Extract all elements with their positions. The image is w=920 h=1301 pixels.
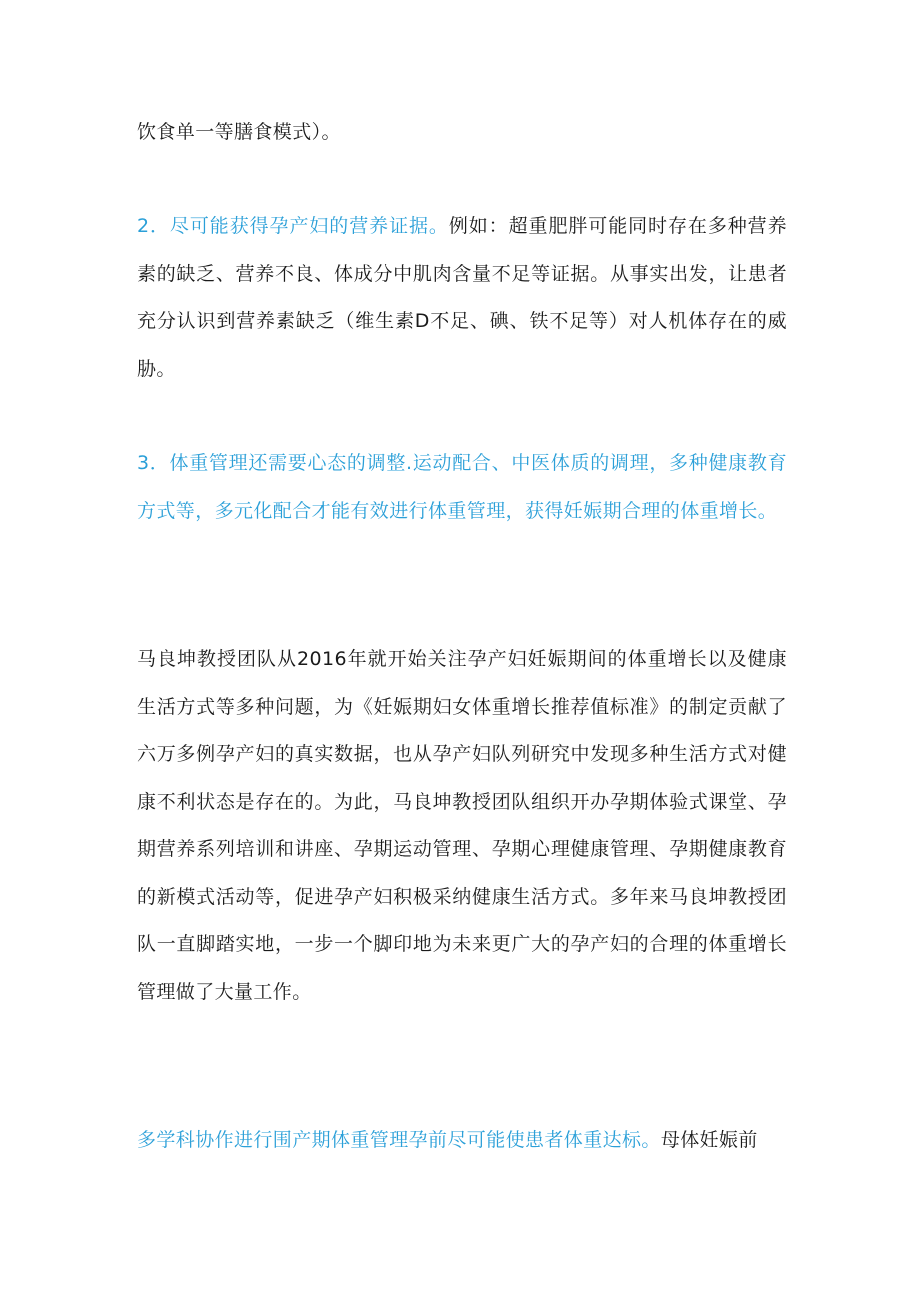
highlighted-heading: 多学科协作进行围产期体重管理孕前尽可能使患者体重达标。 [137, 1129, 661, 1151]
highlighted-heading: 3．体重管理还需要心态的调整.运动配合、中医体质的调理，多种健康教育方式等，多元化配合才能有效进行体重管理，获得妊娠期合理的体重增长。 [137, 452, 787, 522]
paragraph-diet-pattern-tail [137, 109, 787, 157]
paragraph-weight-management-mindset [137, 440, 787, 535]
paragraph-nutrition-evidence [137, 203, 787, 393]
paragraph-multidisciplinary [137, 1117, 787, 1165]
paragraph-text: 例如：超重肥胖可能同时存在多种营养素的缺乏、营养不良、体成分中肌肉含量不足等证据。从事实出发，让患者充分认识到营养素缺乏（维生素D不足、碘、铁不足等）对人机体存在的威胁。 [137, 215, 787, 380]
highlighted-heading: 2．尽可能获得孕产妇的营养证据。 [137, 215, 449, 237]
paragraph-text: 饮食单一等膳食模式）。 [137, 121, 341, 143]
paragraph-team-work [137, 636, 787, 1016]
paragraph-text: 母体妊娠前 [660, 1129, 758, 1151]
paragraph-text: 马良坤教授团队从2016年就开始关注孕产妇妊娠期间的体重增长以及健康生活方式等多种问题，为《妊娠期妇女体重增长推荐值标准》的制定贡献了六万多例孕产妇的真实数据，也从孕产妇队列研究中发现多种生活方式对健康不利状态是存在的。为此，马良坤教授团队组织开办孕期体验式课堂、孕期营养系列培训和讲座、孕期运动管理、孕期心理健康管理、孕期健康教育的新模式活动等，促进孕产妇积极采纳健康生活方式。多年来马良坤教授团队一直脚踏实地，一步一个脚印地为未来更广大的孕产妇的合理的体重增长管理做了大量工作。 [137, 648, 787, 1003]
